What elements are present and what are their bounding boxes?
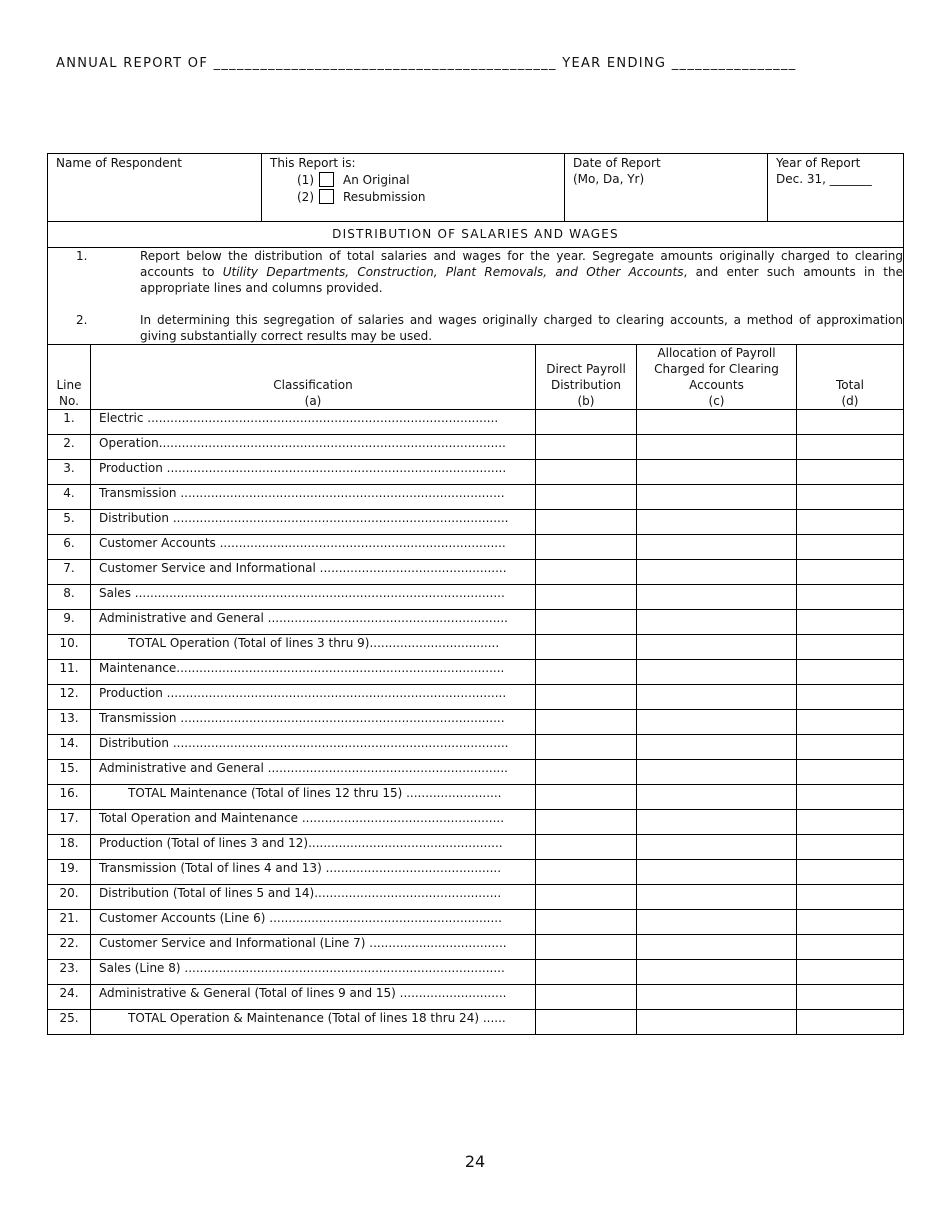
allocation-cell[interactable]: [637, 535, 797, 560]
classification-label: Production (Total of lines 3 and 12)...................................................: [91, 835, 536, 860]
table-row: [48, 685, 904, 710]
table-row: [48, 610, 904, 635]
col-direct-payroll: Direct Payroll Distribution (b): [536, 345, 637, 410]
classification-label: Operation...........................................................................................: [91, 435, 536, 460]
resubmission-label: Resubmission: [343, 189, 426, 204]
direct-payroll-cell[interactable]: [536, 860, 637, 885]
date-format-hint: (Mo, Da, Yr): [573, 172, 645, 186]
total-cell[interactable]: [797, 685, 904, 710]
line-number: 5.: [48, 510, 91, 535]
instruction-1: 1. Report below the distribution of total salaries and wages for the year. Segregate amounts originally charged to clearing accounts to Utility Departments, Construction, Plant Removals, and Other Accounts, and enter such amounts in the appropriate lines and columns provided.: [76, 249, 903, 295]
line-number: 23.: [48, 960, 91, 985]
direct-payroll-cell[interactable]: [536, 535, 637, 560]
line-number: 21.: [48, 910, 91, 935]
line-number: 1.: [48, 410, 91, 435]
table-row: [48, 960, 904, 985]
allocation-cell[interactable]: [637, 635, 797, 660]
direct-payroll-cell[interactable]: [536, 560, 637, 585]
col-allocation: Allocation of Payroll Charged for Clearing Accounts (c): [637, 345, 797, 410]
direct-payroll-cell[interactable]: [536, 985, 637, 1010]
line-number: 20.: [48, 885, 91, 910]
total-cell[interactable]: [797, 985, 904, 1010]
instruction-2: 2. In determining this segregation of salaries and wages originally charged to clearing accounts, a method of approximation giving substantially correct results may be used.: [76, 313, 903, 343]
line-number: 2.: [48, 435, 91, 460]
line-number: 10.: [48, 635, 91, 660]
page-number: 24: [464, 1152, 486, 1171]
line-number: 13.: [48, 710, 91, 735]
total-cell[interactable]: [797, 910, 904, 935]
classification-label: Sales .................................................................................................: [91, 585, 536, 610]
line-number: 4.: [48, 485, 91, 510]
report-type-cell: [262, 154, 565, 222]
respondent-name-cell[interactable]: [48, 154, 262, 222]
table-row: [48, 985, 904, 1010]
classification-label: Total Operation and Maintenance .....................................................: [91, 810, 536, 835]
total-cell[interactable]: [797, 560, 904, 585]
respondent-name-blank[interactable]: ____________________________________________: [213, 56, 557, 71]
line-number: 14.: [48, 735, 91, 760]
total-cell[interactable]: [797, 460, 904, 485]
allocation-cell[interactable]: [637, 760, 797, 785]
classification-label: Customer Service and Informational .................................................: [91, 560, 536, 585]
salaries-wages-table: [47, 344, 904, 1035]
table-row: [48, 860, 904, 885]
line-number: 11.: [48, 660, 91, 685]
total-cell[interactable]: [797, 635, 904, 660]
allocation-cell[interactable]: [637, 835, 797, 860]
table-row: [48, 785, 904, 810]
year-of-report-value: Dec. 31, _______: [776, 172, 872, 186]
classification-label: Administrative and General ...............................................................: [91, 760, 536, 785]
total-cell[interactable]: [797, 535, 904, 560]
respondent-name-label: Name of Respondent: [56, 156, 182, 170]
line-number: 6.: [48, 535, 91, 560]
allocation-cell[interactable]: [637, 585, 797, 610]
allocation-cell[interactable]: [637, 410, 797, 435]
table-row: [48, 910, 904, 935]
total-cell[interactable]: [797, 485, 904, 510]
classification-label: Customer Service and Informational (Line 7) ....................................: [91, 935, 536, 960]
direct-payroll-cell[interactable]: [536, 485, 637, 510]
resubmission-checkbox[interactable]: [319, 189, 334, 204]
total-cell[interactable]: [797, 435, 904, 460]
line-number: 18.: [48, 835, 91, 860]
allocation-cell[interactable]: [637, 885, 797, 910]
classification-label: Administrative & General (Total of lines 9 and 15) ............................: [91, 985, 536, 1010]
annual-report-label: ANNUAL REPORT OF: [56, 56, 209, 71]
total-cell[interactable]: [797, 510, 904, 535]
direct-payroll-cell[interactable]: [536, 810, 637, 835]
total-cell[interactable]: [797, 410, 904, 435]
column-header-row: [48, 345, 904, 410]
line-number: 17.: [48, 810, 91, 835]
table-row: [48, 710, 904, 735]
allocation-cell[interactable]: [637, 510, 797, 535]
year-ending-blank[interactable]: ________________: [671, 56, 797, 71]
allocation-cell[interactable]: [637, 610, 797, 635]
classification-label: Distribution ........................................................................................: [91, 735, 536, 760]
classification-label: Customer Accounts ...........................................................................: [91, 535, 536, 560]
instructions: [48, 248, 904, 345]
total-cell[interactable]: [797, 1010, 904, 1035]
total-cell[interactable]: [797, 610, 904, 635]
classification-label: Distribution (Total of lines 5 and 14).................................................: [91, 885, 536, 910]
total-cell[interactable]: [797, 585, 904, 610]
date-of-report-cell[interactable]: [565, 154, 768, 222]
line-number: 22.: [48, 935, 91, 960]
direct-payroll-cell[interactable]: [536, 610, 637, 635]
col-total: Total (d): [797, 345, 904, 410]
line-number: 8.: [48, 585, 91, 610]
direct-payroll-cell[interactable]: [536, 460, 637, 485]
direct-payroll-cell[interactable]: [536, 510, 637, 535]
classification-label: TOTAL Operation & Maintenance (Total of lines 18 thru 24) ......: [91, 1010, 536, 1035]
direct-payroll-cell[interactable]: [536, 410, 637, 435]
report-header: [56, 56, 916, 71]
total-cell[interactable]: [797, 660, 904, 685]
classification-label: Electric ............................................................................................: [91, 410, 536, 435]
allocation-cell[interactable]: [637, 960, 797, 985]
total-cell[interactable]: [797, 960, 904, 985]
allocation-cell[interactable]: [637, 685, 797, 710]
classification-label: Customer Accounts (Line 6) .............................................................: [91, 910, 536, 935]
year-of-report-label: Year of Report: [776, 156, 861, 170]
table-row: [48, 735, 904, 760]
line-number: 7.: [48, 560, 91, 585]
table-row: [48, 1010, 904, 1035]
allocation-cell[interactable]: [637, 735, 797, 760]
line-number: 25.: [48, 1010, 91, 1035]
col-classification: Classification (a): [91, 345, 536, 410]
total-cell[interactable]: [797, 710, 904, 735]
line-number: 16.: [48, 785, 91, 810]
line-number: 15.: [48, 760, 91, 785]
allocation-cell[interactable]: [637, 910, 797, 935]
total-cell[interactable]: [797, 785, 904, 810]
allocation-cell[interactable]: [637, 985, 797, 1010]
direct-payroll-cell[interactable]: [536, 585, 637, 610]
direct-payroll-cell[interactable]: [536, 735, 637, 760]
table-row: [48, 510, 904, 535]
respondent-table: [47, 153, 904, 345]
direct-payroll-cell[interactable]: [536, 435, 637, 460]
direct-payroll-cell[interactable]: [536, 685, 637, 710]
table-row: [48, 560, 904, 585]
classification-label: Distribution ........................................................................................: [91, 510, 536, 535]
classification-label: TOTAL Operation (Total of lines 3 thru 9)..................................: [91, 635, 536, 660]
table-row: [48, 835, 904, 860]
section-title: DISTRIBUTION OF SALARIES AND WAGES: [48, 222, 904, 248]
classification-label: TOTAL Maintenance (Total of lines 12 thru 15) .........................: [91, 785, 536, 810]
original-label: An Original: [343, 172, 410, 187]
table-row: [48, 660, 904, 685]
total-cell[interactable]: [797, 885, 904, 910]
allocation-cell[interactable]: [637, 485, 797, 510]
classification-label: Production .........................................................................................: [91, 460, 536, 485]
line-number: 19.: [48, 860, 91, 885]
total-cell[interactable]: [797, 835, 904, 860]
direct-payroll-cell[interactable]: [536, 1010, 637, 1035]
option2-number: (2): [297, 189, 314, 204]
total-cell[interactable]: [797, 810, 904, 835]
report-type-label: This Report is:: [270, 156, 356, 170]
allocation-cell[interactable]: [637, 935, 797, 960]
classification-label: Sales (Line 8) ....................................................................................: [91, 960, 536, 985]
allocation-cell[interactable]: [637, 435, 797, 460]
direct-payroll-cell[interactable]: [536, 910, 637, 935]
total-cell[interactable]: [797, 860, 904, 885]
table-row: [48, 810, 904, 835]
classification-label: Production .........................................................................................: [91, 685, 536, 710]
table-row: [48, 410, 904, 435]
direct-payroll-cell[interactable]: [536, 935, 637, 960]
direct-payroll-cell[interactable]: [536, 710, 637, 735]
col-line-no: Line No.: [48, 345, 91, 410]
line-number: 24.: [48, 985, 91, 1010]
direct-payroll-cell[interactable]: [536, 635, 637, 660]
allocation-cell[interactable]: [637, 710, 797, 735]
option1-number: (1): [297, 172, 314, 187]
direct-payroll-cell[interactable]: [536, 660, 637, 685]
table-row: [48, 935, 904, 960]
allocation-cell[interactable]: [637, 560, 797, 585]
direct-payroll-cell[interactable]: [536, 760, 637, 785]
table-row: [48, 485, 904, 510]
line-number: 3.: [48, 460, 91, 485]
table-row: [48, 585, 904, 610]
direct-payroll-cell[interactable]: [536, 835, 637, 860]
classification-label: Administrative and General ...............................................................: [91, 610, 536, 635]
table-row: [48, 535, 904, 560]
allocation-cell[interactable]: [637, 810, 797, 835]
total-cell[interactable]: [797, 735, 904, 760]
classification-label: Maintenance......................................................................................: [91, 660, 536, 685]
allocation-cell[interactable]: [637, 860, 797, 885]
allocation-cell[interactable]: [637, 785, 797, 810]
total-cell[interactable]: [797, 935, 904, 960]
table-row: [48, 460, 904, 485]
year-ending-label: YEAR ENDING: [562, 56, 667, 71]
direct-payroll-cell[interactable]: [536, 885, 637, 910]
allocation-cell[interactable]: [637, 660, 797, 685]
allocation-cell[interactable]: [637, 1010, 797, 1035]
allocation-cell[interactable]: [637, 460, 797, 485]
date-of-report-label: Date of Report: [573, 156, 661, 170]
table-row: [48, 885, 904, 910]
table-row: [48, 435, 904, 460]
table-row: [48, 760, 904, 785]
original-checkbox[interactable]: [319, 172, 334, 187]
line-number: 9.: [48, 610, 91, 635]
classification-label: Transmission .....................................................................................: [91, 485, 536, 510]
direct-payroll-cell[interactable]: [536, 960, 637, 985]
year-of-report-cell[interactable]: [768, 154, 904, 222]
line-number: 12.: [48, 685, 91, 710]
classification-label: Transmission (Total of lines 4 and 13) ..............................................: [91, 860, 536, 885]
total-cell[interactable]: [797, 760, 904, 785]
table-row: [48, 635, 904, 660]
classification-label: Transmission .....................................................................................: [91, 710, 536, 735]
direct-payroll-cell[interactable]: [536, 785, 637, 810]
